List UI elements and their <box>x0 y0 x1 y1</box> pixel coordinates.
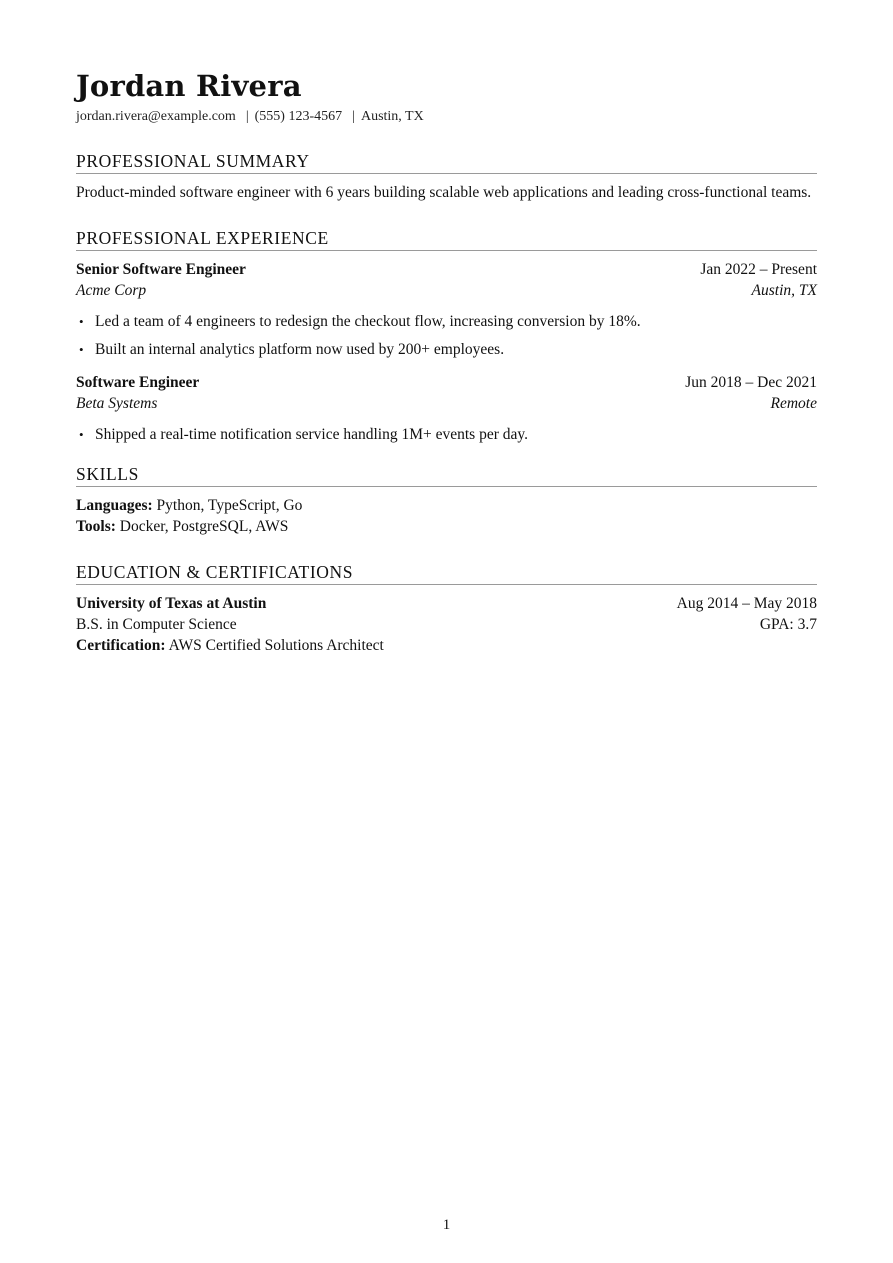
job-role: Software Engineer <box>76 374 200 391</box>
job-location: Austin, TX <box>751 282 817 299</box>
education-section <box>76 561 817 656</box>
job-bullet: • Shipped a real-time notification service handling 1M+ events per day. <box>79 426 528 443</box>
job-dates: Jun 2018 – Dec 2021 <box>685 374 817 391</box>
candidate-name: Jordan Rivera <box>76 69 302 103</box>
job-bullets <box>76 311 817 360</box>
job-company: Acme Corp <box>76 282 147 299</box>
job-location: Remote <box>770 395 817 412</box>
bullet-icon: • <box>79 314 84 329</box>
resume-page <box>76 68 817 656</box>
education-school: University of Texas at Austin <box>76 595 267 612</box>
skills-tools: Tools: Docker, PostgreSQL, AWS <box>76 518 289 535</box>
summary-text: Product-minded software engineer with 6 years building scalable web applications and leading cross-functional teams. <box>76 184 812 201</box>
job-company: Beta Systems <box>76 395 158 412</box>
job-role: Senior Software Engineer <box>76 261 246 278</box>
contact-separator: | <box>352 109 355 124</box>
skills-heading: SKILLS <box>76 463 817 487</box>
contact-email: jordan.rivera@example.com <box>76 109 236 124</box>
job-bullet: • Led a team of 4 engineers to redesign the checkout flow, increasing conversion by 18%. <box>79 313 641 330</box>
skills-section <box>76 463 817 537</box>
experience-section <box>76 227 817 445</box>
education-heading: EDUCATION & CERTIFICATIONS <box>76 561 817 585</box>
page-number: 1 <box>442 1217 451 1233</box>
contact-separator: | <box>245 109 249 124</box>
experience-heading: PROFESSIONAL EXPERIENCE <box>76 227 817 251</box>
contact-line <box>76 108 817 126</box>
job-dates: Jan 2022 – Present <box>700 261 817 278</box>
education-certification: Certification: AWS Certified Solutions Architect <box>76 637 384 654</box>
bullet-icon: • <box>79 427 84 442</box>
summary-heading: PROFESSIONAL SUMMARY <box>76 150 817 174</box>
job-bullet: • Built an internal analytics platform now used by 200+ employees. <box>79 341 505 358</box>
job-entry <box>76 372 817 445</box>
contact-location: Austin, TX <box>360 109 424 124</box>
education-gpa: GPA: 3.7 <box>759 616 817 633</box>
job-entry <box>76 259 817 360</box>
summary-section <box>76 150 817 203</box>
bullet-icon: • <box>79 342 84 357</box>
contact-phone: (555) 123-4567 <box>254 109 343 124</box>
job-bullets <box>76 424 817 445</box>
education-dates: Aug 2014 – May 2018 <box>676 595 817 612</box>
skills-languages: Languages: Python, TypeScript, Go <box>76 497 303 514</box>
education-degree: B.S. in Computer Science <box>76 616 237 633</box>
